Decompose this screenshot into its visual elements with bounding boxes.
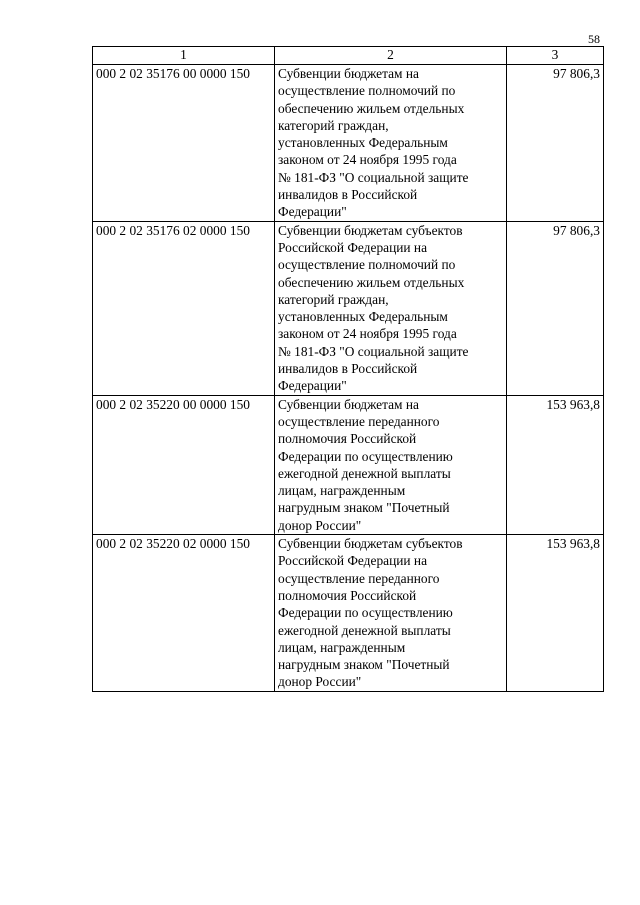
revenue-name-line: нагрудным знаком "Почетный [278,657,450,673]
revenue-name-line: инвалидов в Российской [278,187,418,203]
revenue-name-line: категорий граждан, [278,117,389,133]
revenue-code-cell: 000 2 02 35220 00 0000 150 [93,395,275,534]
revenue-name-line: законом от 24 ноября 1995 года [278,326,457,342]
revenue-name-line: Субвенции бюджетам на [278,396,419,412]
revenue-code-cell: 000 2 02 35220 02 0000 150 [93,535,275,692]
revenue-name-line: осуществление переданного [278,570,440,586]
revenue-code-cell: 000 2 02 35176 00 0000 150 [93,65,275,222]
revenue-name-line: Федерации" [278,204,347,220]
amount-cell: 97 806,3 [507,221,604,395]
revenue-name-line: Федерации по осуществлению [278,448,453,464]
budget-revenue-table [92,46,604,692]
revenue-name-line: № 181-ФЗ "О социальной защите [278,169,469,185]
revenue-name-line: Субвенции бюджетам субъектов [278,536,463,552]
revenue-name-line: донор России" [278,674,362,690]
table-row [93,535,604,692]
table-header-row [93,47,604,65]
revenue-name-line: установленных Федеральным [278,309,448,325]
revenue-name-line: лицам, награжденным [278,639,406,655]
revenue-name-line: нагрудным знаком "Почетный [278,500,450,516]
table-row [93,65,604,222]
revenue-name-line: Российской Федерации на [278,553,428,569]
revenue-name-line: установленных Федеральным [278,135,448,151]
revenue-name-line: инвалидов в Российской [278,361,418,377]
amount-cell: 153 963,8 [507,395,604,534]
revenue-name-line: ежегодной денежной выплаты [278,622,451,638]
revenue-name-line: полномочия Российской [278,587,417,603]
revenue-name-cell [275,221,507,395]
table-row [93,395,604,534]
revenue-name-line: категорий граждан, [278,291,389,307]
table-body [93,65,604,692]
revenue-name-line: Федерации по осуществлению [278,605,453,621]
revenue-code-cell: 000 2 02 35176 02 0000 150 [93,221,275,395]
revenue-name-line: лицам, награжденным [278,483,406,499]
revenue-name-line: донор России" [278,517,362,533]
revenue-name-line: Российской Федерации на [278,239,428,255]
revenue-name-line: полномочия Российской [278,431,417,447]
column-header-code: 1 [93,47,275,65]
revenue-name-cell [275,535,507,692]
revenue-name-line: обеспечению жильем отдельных [278,274,465,290]
table-row [93,221,604,395]
revenue-name-line: законом от 24 ноября 1995 года [278,152,457,168]
amount-cell: 153 963,8 [507,535,604,692]
revenue-name-line: ежегодной денежной выплаты [278,465,451,481]
revenue-name-cell [275,395,507,534]
revenue-name-line: обеспечению жильем отдельных [278,100,465,116]
revenue-name-line: Федерации" [278,378,347,394]
revenue-name-line: № 181-ФЗ "О социальной защите [278,343,469,359]
amount-cell: 97 806,3 [507,65,604,222]
column-header-name: 2 [275,47,507,65]
revenue-name-cell [275,65,507,222]
revenue-name-line: осуществление полномочий по [278,83,456,99]
revenue-name-line: Субвенции бюджетам субъектов [278,222,463,238]
column-header-amount: 3 [507,47,604,65]
revenue-name-line: Субвенции бюджетам на [278,66,419,81]
revenue-name-line: осуществление полномочий по [278,257,456,273]
page-number: 58 [588,32,600,46]
revenue-name-line: осуществление переданного [278,413,440,429]
